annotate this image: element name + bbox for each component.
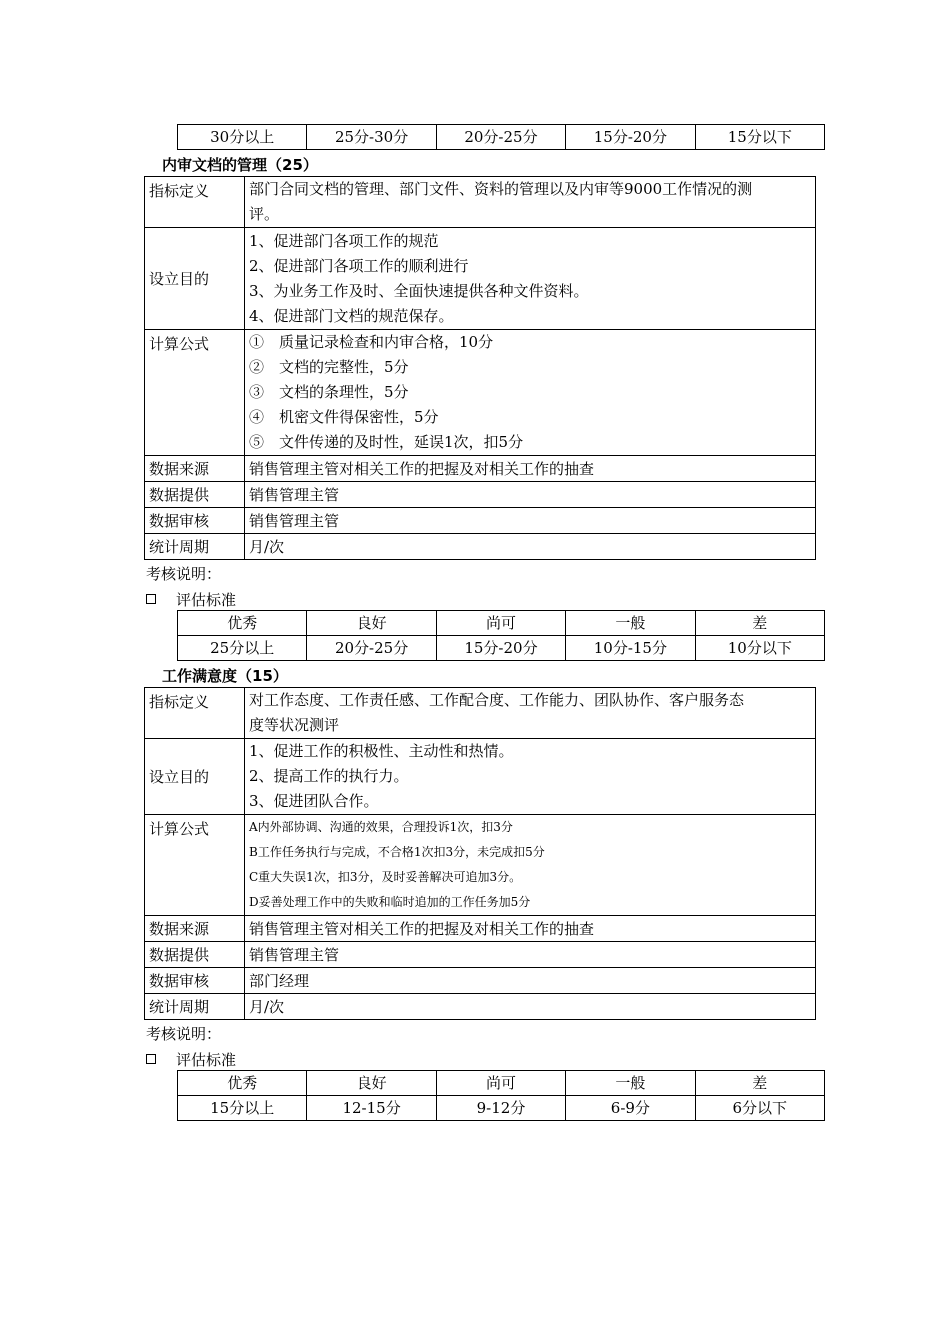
- definition-row: [145, 177, 816, 228]
- row-label: 数据审核: [145, 968, 245, 994]
- text-line: 2、促进部门各项工作的顺利进行: [249, 256, 469, 275]
- grade-cell: 15分-20分: [436, 636, 565, 661]
- review-row: [145, 508, 816, 534]
- row-label: 数据提供: [145, 942, 245, 968]
- provider-row: [145, 942, 816, 968]
- section-heading: 内审文档的管理（25）: [162, 156, 318, 174]
- text-line: D妥善处理工作中的失败和临时追加的工作任务加5分: [249, 895, 531, 909]
- grade-header: 一般: [566, 1071, 695, 1096]
- grade-values-row: [178, 636, 825, 661]
- top-grade-table: [177, 124, 825, 150]
- grade-header: 优秀: [178, 611, 307, 636]
- row-label: 计算公式: [145, 330, 245, 456]
- grade-cell: 30分以上: [178, 125, 307, 150]
- evaluation-grade-table: [177, 610, 825, 661]
- period-row: [145, 994, 816, 1020]
- grade-header: 良好: [307, 1071, 436, 1096]
- text-line: 1、促进部门各项工作的规范: [249, 231, 439, 250]
- square-bullet-icon: [146, 1054, 156, 1064]
- grade-header: 尚可: [436, 611, 565, 636]
- section-heading: 工作满意度（15）: [162, 667, 288, 685]
- grade-header: 差: [695, 1071, 824, 1096]
- text-line: 部门合同文档的管理、部门文件、资料的管理以及内审等9000工作情况的测: [249, 180, 753, 198]
- row-label: 数据来源: [145, 456, 245, 482]
- text-line: 4、促进部门文档的规范保存。: [249, 306, 454, 325]
- row-label: 数据来源: [145, 916, 245, 942]
- text-line: 3、为业务工作及时、全面快速提供各种文件资料。: [249, 281, 589, 300]
- text-line: 1、促进工作的积极性、主动性和热情。: [249, 742, 514, 760]
- period-value: 月/次: [245, 534, 816, 560]
- grade-cell: 15分以下: [695, 125, 824, 150]
- text-line: ③ 文档的条理性，5分: [249, 383, 409, 401]
- source-value: 销售管理主管对相关工作的把握及对相关工作的抽查: [245, 456, 816, 482]
- row-label: 指标定义: [145, 688, 245, 739]
- kpi-spec-table: [144, 176, 816, 560]
- purpose-row: [145, 739, 816, 815]
- provider-value: 销售管理主管: [245, 482, 816, 508]
- grade-cell: 20分-25分: [436, 125, 565, 150]
- kpi-spec-table: [144, 687, 816, 1020]
- text-line: C重大失误1次，扣3分，及时妥善解决可追加3分。: [249, 870, 522, 884]
- row-label: 统计周期: [145, 534, 245, 560]
- row-label: 统计周期: [145, 994, 245, 1020]
- period-value: 月/次: [245, 994, 816, 1020]
- bullet-label: 评估标准: [176, 591, 237, 609]
- grade-header: 一般: [566, 611, 695, 636]
- row-label: 指标定义: [145, 177, 245, 228]
- evaluation-grade-table: [177, 1070, 825, 1121]
- source-row: [145, 456, 816, 482]
- grade-cell: 6-9分: [566, 1096, 695, 1121]
- text-line: 度等状况测评: [249, 716, 340, 734]
- square-bullet-icon: [146, 594, 156, 604]
- grade-cell: 6分以下: [695, 1096, 824, 1121]
- grade-header-row: [178, 1071, 825, 1096]
- grade-values-row: [178, 1096, 825, 1121]
- grade-cell: 15分以上: [178, 1096, 307, 1121]
- text-line: A内外部协调、沟通的效果，合理投诉1次，扣3分: [249, 820, 513, 834]
- grade-cell: 12-15分: [307, 1096, 436, 1121]
- evaluation-standard-bullet: [146, 1049, 236, 1070]
- purpose-value: [245, 228, 816, 330]
- purpose-row: [145, 228, 816, 330]
- text-line: ④ 机密文件得保密性，5分: [249, 408, 439, 426]
- purpose-value: [245, 739, 816, 815]
- text-line: ② 文档的完整性，5分: [249, 358, 409, 376]
- grade-cell: 10分以下: [695, 636, 824, 661]
- provider-value: 销售管理主管: [245, 942, 816, 968]
- grade-values-row: [178, 125, 825, 150]
- grade-header: 差: [695, 611, 824, 636]
- text-line: B工作任务执行与完成，不合格1次扣3分，未完成扣5分: [249, 845, 545, 859]
- grade-header-row: [178, 611, 825, 636]
- text-line: 2、提高工作的执行力。: [249, 767, 409, 785]
- grade-cell: 20分-25分: [307, 636, 436, 661]
- grade-header: 优秀: [178, 1071, 307, 1096]
- bullet-label: 评估标准: [176, 1051, 237, 1069]
- grade-cell: 9-12分: [436, 1096, 565, 1121]
- grade-cell: 25分-30分: [307, 125, 436, 150]
- row-label: 数据提供: [145, 482, 245, 508]
- text-line: ⑤ 文件传递的及时性，延误1次，扣5分: [249, 433, 524, 451]
- formula-row: [145, 330, 816, 456]
- row-label: 数据审核: [145, 508, 245, 534]
- evaluation-standard-bullet: [146, 589, 236, 610]
- period-row: [145, 534, 816, 560]
- text-line: 对工作态度、工作责任感、工作配合度、工作能力、团队协作、客户服务态: [249, 691, 745, 709]
- formula-value: [245, 330, 816, 456]
- formula-row: [145, 815, 816, 916]
- source-value: 销售管理主管对相关工作的把握及对相关工作的抽查: [245, 916, 816, 942]
- row-label: 设立目的: [145, 228, 245, 330]
- text-line: 3、促进团队合作。: [249, 792, 379, 810]
- grade-header: 良好: [307, 611, 436, 636]
- formula-value: [245, 815, 816, 916]
- row-label: 设立目的: [145, 739, 245, 815]
- definition-value: [245, 177, 816, 228]
- review-value: 销售管理主管: [245, 508, 816, 534]
- row-label: 计算公式: [145, 815, 245, 916]
- text-line: 评。: [249, 205, 280, 223]
- definition-row: [145, 688, 816, 739]
- review-value: 部门经理: [245, 968, 816, 994]
- grade-header: 尚可: [436, 1071, 565, 1096]
- assessment-note: 考核说明：: [146, 1025, 222, 1043]
- definition-value: [245, 688, 816, 739]
- grade-cell: 10分-15分: [566, 636, 695, 661]
- source-row: [145, 916, 816, 942]
- provider-row: [145, 482, 816, 508]
- text-line: ① 质量记录检查和内审合格，10分: [249, 333, 494, 351]
- grade-cell: 25分以上: [178, 636, 307, 661]
- grade-cell: 15分-20分: [566, 125, 695, 150]
- review-row: [145, 968, 816, 994]
- assessment-note: 考核说明：: [146, 565, 222, 583]
